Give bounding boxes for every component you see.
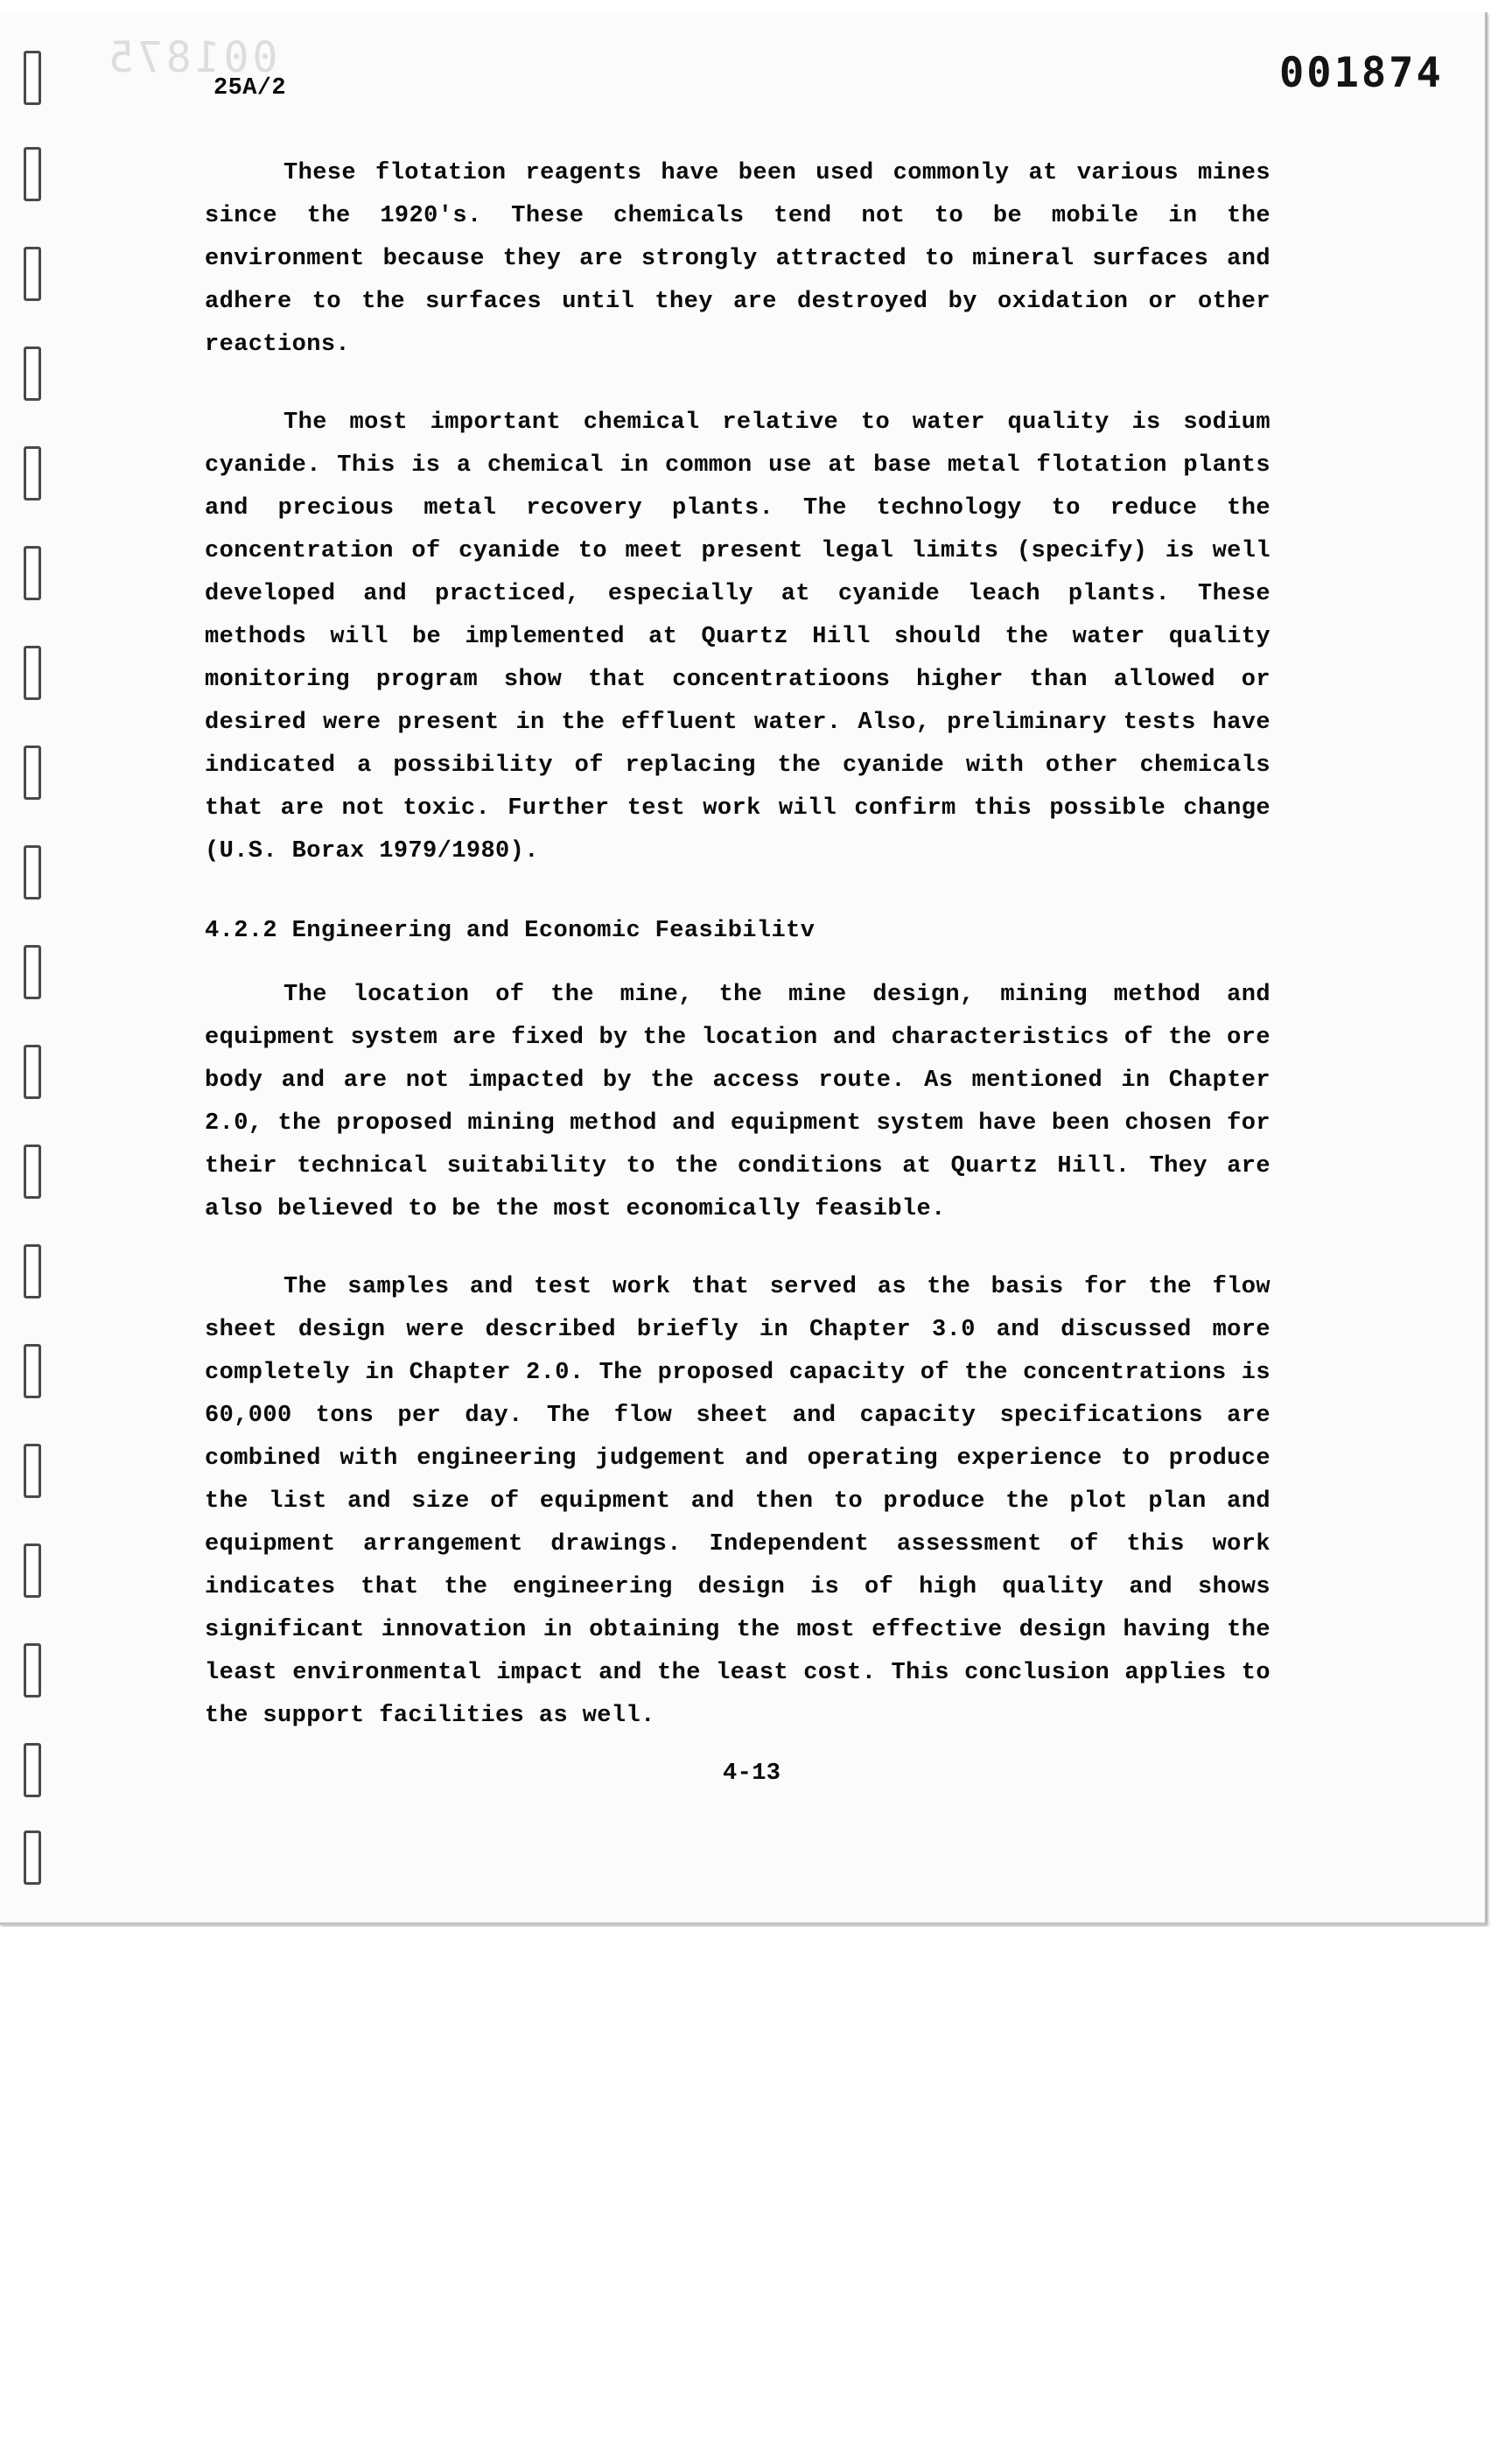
blank-area <box>0 1927 1512 2450</box>
binder-hole <box>24 1244 41 1298</box>
binder-hole <box>24 1743 41 1797</box>
page-number: 4-13 <box>723 1760 781 1787</box>
binder-hole <box>24 346 41 401</box>
paragraph: The samples and test work that served as the basis for the flow sheet design were described briefly in Chapter 3.0 and discussed more completely in Chapter 2.0. The proposed capacity of the concentrations is 60,000 tons per day. The flow sheet and capacity specifications are combined with engineering judgement and operating experience to produce the list and size of equipment and then to produce the plot plan and equipment arrangement drawings. Independent assessment of this work indicates that the engineering design is of high quality and shows significant innovation in obtaining the most effective design having the least environmental impact and the least cost. This conclusion applies to the support facilities as well. <box>205 1274 1270 1729</box>
binder-hole <box>24 1830 41 1885</box>
binder-hole <box>24 51 41 105</box>
binder-hole <box>24 446 41 500</box>
scanned-page <box>0 12 1488 1925</box>
binder-hole <box>24 746 41 800</box>
binder-hole <box>24 1144 41 1199</box>
bleed-through-number: 001875 <box>105 33 278 82</box>
paragraph: These flotation reagents have been used commonly at various mines since the 1920's. These chemicals tend not to be mobile in the environment because they are strongly attracted to mineral surfaces and adhere to the surfaces until they are destroyed by oxidation or other reactions. <box>205 160 1270 358</box>
binder-hole <box>24 845 41 900</box>
document-stamp-number: 001874 <box>1279 49 1444 97</box>
binder-hole <box>24 546 41 600</box>
binder-hole <box>24 247 41 301</box>
paragraph: The most important chemical relative to water quality is sodium cyanide. This is a chemical in common use at base metal flotation plants and precious metal recovery plants. The technology to reduce the concentration of cyanide to meet present legal limits (specify) is well developed and practiced, especially at cyanide leach plants. These methods will be implemented at Quartz Hill should the water quality monitoring program show that concentratioons higher than allowed or desired were present in the effluent water. Also, preliminary tests have indicated a possibility of replacing the cyanide with other chemicals that are not toxic. Further test work will confirm this possible change (U.S. Borax 1979/1980). <box>205 410 1270 864</box>
paragraph: The location of the mine, the mine design, mining method and equipment system are fixed by the location and characteristics of the ore body and are not impacted by the access route. As mentioned in Chapter 2.0, the proposed mining method and equipment system have been chosen for their technical suitability to the conditions at Quartz Hill. They are also believed to be the most economically feasible. <box>205 982 1270 1222</box>
page-body <box>205 152 1270 1738</box>
binder-hole <box>24 945 41 999</box>
binder-hole <box>24 646 41 700</box>
binder-hole <box>24 1344 41 1398</box>
binder-hole <box>24 1544 41 1598</box>
binder-hole <box>24 1444 41 1498</box>
binder-hole <box>24 1045 41 1099</box>
section-heading: 4.2.2 Engineering and Economic Feasibilitv <box>205 918 816 944</box>
document-reference: 25A/2 <box>214 75 287 102</box>
binder-hole <box>24 147 41 201</box>
binder-hole <box>24 1643 41 1698</box>
